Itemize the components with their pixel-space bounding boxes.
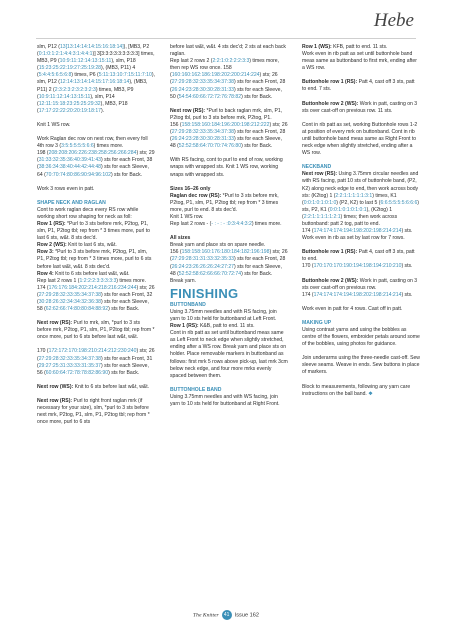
paragraph: Knit 1 WS row. (37, 121, 71, 128)
paragraph: 170 (172:172:170:198:210:214:212:230:240) sts; 26 (27:29:28:32:33:35:34:37:38) sts for each Front, 31 (29:27:25:31:33:33:31:35:37) sts for each Sleeve, 56 (60:60:64:72:78:78:82:86:90) sts for Back. (37, 348, 155, 376)
paragraph: before last w&t, w&t. 4 sts dec'd; 2 sts at each back raglan. (170, 44, 286, 58)
paragraph: 174 (174:174:174:194:198:202:198:214:214) sts. (302, 228, 413, 235)
instruction-row: Next row (WS): Knit to 6 sts before last w&t, w&t. (37, 383, 150, 390)
instruction-row: Row 1 (RS): *Purl to 3 sts before mrk, P2tog, P1, slm, P1, P2tog tbl; rep from * 3 times more, purl to last 6 sts, w&t. 8 sts dec'd. (37, 220, 150, 242)
paragraph: 156 (158:158:160:176:180:184:182:196:198) sts; 26 (27:29:28:31:31:33:32:35:33) sts for each Front, 28 (26:24:23:26:26:26:24:27:27) sts for each Sleeve, 48 (52:52:58:62:66:66:70:72:74) sts for Back. (170, 249, 288, 277)
instruction-row: Buttonhole row 1 (RS): Patt 4, cast off 3 sts, patt to end. 7 sts. (302, 79, 415, 93)
instruction-row: Buttonhole row 2 (WS): Work in patt, casting on 3 sts over cast-off on previous row. 11 sts. (302, 100, 418, 114)
section-heading: SHAPE NECK AND RAGLAN (37, 199, 106, 206)
paragraph: Break yarn and place sts on spare needle. (170, 242, 266, 249)
paragraph: 170 (170:170:170:190:194:198:194:210:210) sts. (302, 263, 413, 270)
end-mark-icon: ❖ (368, 390, 373, 397)
instruction-row: Buttonhole row 2 (WS): Work in patt, casting on 3 sts over cast-off on previous row. (302, 277, 418, 291)
column-2 (170, 44, 288, 408)
paragraph: Using contrast yarns and using the bobbles as centre of the flowers, embroider petals around some of the bobbles, using photos for guidance. (302, 327, 420, 348)
subheading: Sizes 16–26 only (170, 185, 211, 192)
magazine-name: The Knitter (193, 612, 219, 619)
column-3 (302, 44, 420, 398)
section-title: Hebe (373, 10, 414, 31)
subheading: All sizes (170, 235, 191, 242)
paragraph: Work even in rib patt as set until buttonhole band meas same as buttonband to first mrk, ending after a WS row. (302, 51, 417, 72)
page-number: 41 (222, 610, 232, 620)
paragraph: 156 (158:158:160:184:196:200:198:212:222) sts; 26 (27:29:28:32:33:35:34:37:38) sts for each Front, 28 (26:24:23:28:30:30:28:31:33) sts for each Sleeve, 48 (52:52:58:64:70:70:74:76:80) sts for Back. (170, 121, 288, 150)
paragraph: With RS facing, cont to purl to end of row, working wraps with wrapped sts. Knit 1 WS row, working wraps with wrapped sts. (170, 157, 283, 178)
paragraph: Work Raglan dec row on next row, then every foll 4th row 3 (3:5:5:5:5:5:6:6) times more. 198 (208:208:206:226:238:258:256:266:284) sts; 29 (31:33:32:35:36:40:39:41:43) sts for each Front, 38 (38:36:34:38:40:44:42:44:48) sts for each Sleeve, 64 (70:70:74:80:86:90:94:96:102) sts for Back. (37, 136, 155, 178)
paragraph: Cont to work raglan decs every RS row while working short row shaping for neck as foll: (37, 206, 139, 220)
paragraph: Work 3 rows even in patt. (37, 185, 95, 192)
page-footer (0, 610, 452, 620)
paragraph: Work even in rib as set by last row for 7 rows. (302, 235, 405, 242)
instruction-row: Row 2 (WS): Knit to last 6 sts, w&t. (37, 242, 117, 249)
paragraph: Cont in rib patt as set until buttonband meas same as Left Front to neck edge when slightly stretched, ending after a WS row. Break yarn and place sts on holder. Place removable markers in buttonband as follows: first mrk 5 rows above pick-up, last mrk 3cm below neck edge, and four more mrks evenly spaced between them. (170, 330, 288, 379)
paragraph: Using 3.75mm needles and with WS facing, join yarn to 10 sts held for buttonband at Right Front. (170, 393, 280, 408)
instruction-row: Row 1 (WS): KFB, patt to end. 11 sts. (302, 44, 388, 50)
instruction-row: Raglan dec row (RS): *Purl to 3 sts before mrk, P2tog, P1, slm, P1, P2tog tbl; rep from * 3 times more, purl to end. 8 sts dec'd. (170, 192, 279, 213)
section-heading: MAKING UP (302, 319, 332, 326)
paragraph: Break yarn. (170, 277, 197, 284)
paragraph: Rep last 2 rows 2 (2:2:1:0:2:2:2:3:3) times more, then rep WS row once. 158 (160:160:162:186:198:202:200:214:224) sts; 26 (27:29:28:32:33:35:34:37:38) sts for each Front, 28 (26:24:23:28:30:30:28:31:33) sts for each Sleeve, 50 (54:54:60:66:72:72:76:78:82) sts for Back. (170, 58, 286, 100)
paragraph: Using 3.75mm needles and with RS facing, join yarn to 10 sts held for buttonband at Left Front. (170, 308, 277, 322)
section-heading: BUTTONBAND (170, 301, 206, 308)
header-divider (36, 38, 416, 39)
paragraph: Join underarms using the three-needle cast-off. Sew sleeve seams. Weave in ends. Sew buttons in place of markers. (302, 355, 420, 376)
instruction-row: Next row (RS): Purl to mrk, slm, *purl to 3 sts before mrk, P2tog, P1, slm, P1, P2tog tbl; rep from * once more, purl to 6 sts before last w&t, w&t. (37, 320, 155, 341)
paragraph: Block to measurements, following any yarn care instructions on the ball band. ❖ (302, 383, 411, 397)
paragraph: Rep last 2 rows 1 (1:2:2:2:3:3:3:3:3) times more. 174 (176:176:184:202:214:218:216:234:244) sts; 26 (27:29:28:32:33:35:34:37:38) sts for each Front, 32 (30:28:26:32:34:34:32:36:38) sts for each Sleeve, 58 (62:62:66:74:80:80:84:88:92) sts for Back. (37, 277, 155, 313)
instruction-row: Row 1 (RS): K&B, patt to end. 11 sts. (170, 323, 255, 330)
section-heading: NECKBAND (302, 164, 332, 171)
instruction-row: Next row (RS): Using 3.75mm circular needles and with RS facing, patt 10 sts of buttonhole band, (P2, K2) along neck edge to end, then work across body sts: (K2tog) 1 (2:2:1:1:1:1:1:3:1) times, K1 (0:0:1:0:1:0:1:0) (P2, K2) to last 5 (6:6:5:5:5:5:6:6:6) sts, P2, K1 (0:0:1:0:1:0:1:0:1), (K2tog) 1 (2:2:1:1:1:1:1:2:1) times; then work across buttonband: patt 2 tog, patt to end. (302, 171, 419, 227)
paragraph: Work even in patt for 4 rows. Cast off in patt. (302, 305, 403, 312)
column-1 (37, 44, 155, 426)
instruction-row: Next row (RS): *Purl to back raglan mrk, slm, P1, P2tog tbl, purl to 3 sts before mrk, P2tog, P1. (170, 107, 283, 121)
paragraph: Rep last 2 rows - (- : - : - :0:3:4:4:3:2) times more. (170, 221, 282, 228)
paragraph: slm, P12 (13[13:14:14:14:15:16:18:14]), [MB3, P2 (0:1:0:1:2:1:4:4:3:1:4:4:1)] 3[3:3:3:3:3:3:3:3:3] times, MB3, P9 (10:9:11:12:14:13:15:11), slm, P18 (15:23:25:22:19:27:25:19:28), (MB3, P11) 4 (5:4:4:5:6:5:6:8) times, P6 (5:11:13:10:7:15:11:7:10), slm, P12 (12:14:13:14:14:15:17:16:18:14), (MB3, P11) 2 (2:3:2:3:2:3:2:3:2:3) times, MB3, P9 (10:9:11:12:14:13:15:11), slm, P14 (12:11:15:18:23:25:25:29:32), MB3, P18 (17:17:22:22:20:20:19:18:17). (37, 44, 155, 114)
issue-label: Issue 162 (234, 612, 259, 619)
instruction-row: Buttonhole row 1 (RS): Patt 4, cast off 3 sts, patt to end. (302, 249, 415, 263)
instruction-row: Row 3: *Purl to 3 sts before mrk, P2tog, P1, slm, P1, P2tog tbl; rep from * 3 times more, purl to 6 sts before last w&t, w&t. 8 sts dec'd. (37, 249, 152, 270)
instruction-row: Next row (RS): Purl to right front raglan mrk (if necessary for your size), slm, *purl to 3 sts before next mrk, P2tog, P1, slm, P1, P2tog tbl; rep from * once more, purl to 6 sts (37, 397, 150, 426)
instruction-row: Row 4: Knit to 6 sts before last w&t, w&t. (37, 270, 130, 277)
section-heading: BUTTONHOLE BAND (170, 386, 222, 393)
paragraph: Knit 1 WS row. (170, 213, 204, 220)
section-heading-large: FINISHING (170, 285, 239, 301)
paragraph: Cont in rib patt as set, working Buttonhole rows 1-2 at position of every mrk on buttonband. Cont in rib until buttonhole band meas same as Right Front to neck edge when slightly stretched, ending after a WS row. (302, 121, 418, 157)
paragraph: 174 (174:174:174:194:198:202:198:214:214) sts. (302, 291, 413, 298)
